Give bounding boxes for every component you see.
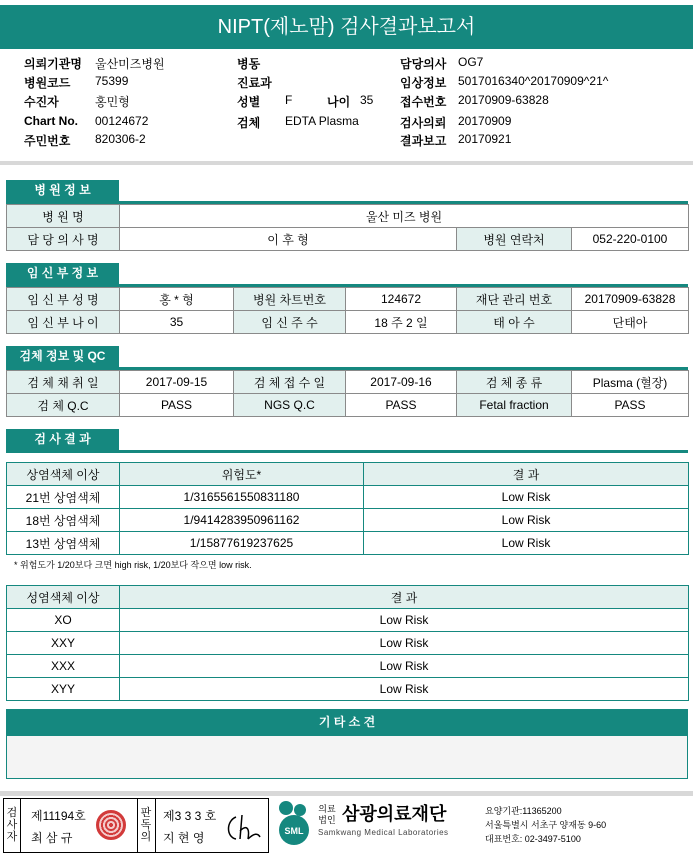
qc-value: PASS — [120, 394, 234, 417]
table-header-row — [7, 586, 689, 609]
result-cell: Low Risk — [120, 609, 689, 632]
divider — [0, 161, 693, 165]
pregnant-name-label: 임 신 부 성 명 — [7, 288, 120, 311]
qc-label: 검 체 Q.C — [7, 394, 120, 417]
hospital-name-value: 울산 미즈 병원 — [120, 205, 689, 228]
report-label: 결과보고 — [400, 134, 447, 148]
table-row — [7, 205, 689, 228]
mgmt-label: 재단 관리 번호 — [457, 288, 572, 311]
sex-chromosome-header: 성염색체 이상 — [7, 586, 120, 609]
footer-divider — [0, 791, 693, 796]
specimen-section-title: 검체 정보 및 QC — [6, 346, 119, 367]
ff-label: Fetal fraction — [457, 394, 572, 417]
doctor-name-value: 이 후 형 — [120, 228, 457, 251]
table-row — [7, 509, 689, 532]
result-cell: Low Risk — [364, 486, 689, 509]
hospital-section-title: 병 원 정 보 — [6, 180, 119, 201]
pregnant-name-value: 홍 * 형 — [120, 288, 234, 311]
logo-text: SML — [284, 826, 304, 836]
org-address: 서울특별시 서초구 양재동 9-60 — [485, 820, 607, 830]
risk-cell: 1/15877619237625 — [120, 532, 364, 555]
contact-label: 병원 연락처 — [457, 228, 572, 251]
clinical-value: 5017016340^20170909^21^ — [458, 74, 609, 88]
chromosome-cell: 18번 상염색체 — [7, 509, 120, 532]
chart-value: 00124672 — [95, 114, 149, 128]
signature-box — [3, 798, 269, 853]
chromosome-cell: XO — [7, 609, 120, 632]
age-value: 35 — [360, 93, 374, 107]
fetus-label: 태 아 수 — [457, 311, 572, 334]
ward-label: 병동 — [237, 57, 261, 71]
weeks-label: 임 신 주 수 — [234, 311, 346, 334]
pregnant-section-title: 임 신 부 정 보 — [6, 263, 119, 284]
table-row — [7, 609, 689, 632]
patient-info — [0, 49, 693, 161]
code-label: 병원코드 — [24, 76, 71, 90]
reader-name: 지 현 영 — [163, 831, 205, 845]
table-header-row — [7, 463, 689, 486]
risk-cell: 1/3165561550831180 — [120, 486, 364, 509]
chart-label: Chart No. — [24, 114, 78, 128]
hospital-name-label: 병 원 명 — [7, 205, 120, 228]
reader-license: 제3 3 3 호 — [163, 809, 217, 823]
result-cell: Low Risk — [120, 655, 689, 678]
hospital-chart-label: 병원 차트번호 — [234, 288, 346, 311]
patient-value: 홍민형 — [95, 95, 130, 109]
hospital-chart-value: 124672 — [346, 288, 457, 311]
specimen-value: EDTA Plasma — [285, 114, 359, 128]
table-row — [7, 311, 689, 334]
sex-label: 성별 — [237, 95, 261, 109]
receive-label: 검 체 접 수 일 — [234, 371, 346, 394]
table-row — [7, 678, 689, 701]
examiner-name: 최 삼 규 — [31, 831, 73, 845]
autosome-header: 상염색체 이상 — [7, 463, 120, 486]
collect-label: 검 체 채 취 일 — [7, 371, 120, 394]
doctor-value: OG7 — [458, 55, 484, 69]
sml-logo-icon — [274, 800, 314, 846]
specimen-label: 검체 — [237, 116, 261, 130]
sex-chromosome-table — [6, 585, 689, 701]
mgmt-value: 20170909-63828 — [572, 288, 689, 311]
type-value: Plasma (혈장) — [572, 371, 689, 394]
resident-label: 주민번호 — [24, 134, 71, 148]
request-value: 20170909 — [458, 114, 512, 128]
risk-note: * 위험도가 1/20보다 크면 high risk, 1/20보다 작으면 low risk. — [14, 560, 252, 570]
table-row — [7, 288, 689, 311]
org-english-name: Samkwang Medical Laboratories — [318, 828, 449, 837]
result-section-title: 검 사 결 과 — [6, 429, 119, 450]
examiner-license: 제11194호 — [31, 809, 86, 823]
signature-image — [222, 809, 262, 845]
examiner-label: 검사자 — [6, 807, 18, 843]
receive-value: 2017-09-16 — [346, 371, 457, 394]
dept-label: 진료과 — [237, 76, 272, 90]
table-row — [7, 394, 689, 417]
result-cell: Low Risk — [364, 532, 689, 555]
org-name: 삼광의료재단 — [342, 804, 447, 824]
clinical-label: 임상정보 — [400, 76, 447, 90]
pregnant-age-value: 35 — [120, 311, 234, 334]
reader-label: 판독의 — [140, 807, 152, 843]
chromosome-cell: 13번 상염색체 — [7, 532, 120, 555]
result-cell: Low Risk — [120, 678, 689, 701]
divider — [20, 799, 21, 852]
table-row — [7, 228, 689, 251]
hospital-value: 울산미즈병원 — [95, 57, 165, 71]
chromosome-cell: XXX — [7, 655, 120, 678]
chromosome-cell: 21번 상염색체 — [7, 486, 120, 509]
weeks-value: 18 주 2 일 — [346, 311, 457, 334]
org-code: 요양기관:11365200 — [485, 806, 562, 816]
report-value: 20170921 — [458, 132, 512, 146]
divider — [155, 799, 156, 852]
org-type: 의료법인 — [318, 804, 336, 825]
receipt-value: 20170909-63828 — [458, 93, 549, 107]
receipt-label: 접수번호 — [400, 95, 447, 109]
table-row — [7, 532, 689, 555]
pregnant-age-label: 임 신 부 나 이 — [7, 311, 120, 334]
result-header: 결 과 — [364, 463, 689, 486]
hospital-label: 의뢰기관명 — [24, 57, 82, 71]
resident-value: 820306-2 — [95, 132, 146, 146]
report-title: NIPT(제노맘) 검사결과보고서 — [0, 5, 693, 49]
table-row — [7, 371, 689, 394]
ngs-label: NGS Q.C — [234, 394, 346, 417]
org-contact — [485, 804, 606, 846]
table-row — [7, 632, 689, 655]
section-band — [6, 450, 688, 453]
seal-stamp — [96, 810, 126, 840]
doctor-name-label: 담 당 의 사 명 — [7, 228, 120, 251]
table-row — [7, 655, 689, 678]
specimen-table — [6, 370, 689, 417]
chromosome-cell: XXY — [7, 632, 120, 655]
result-cell: Low Risk — [364, 509, 689, 532]
autosome-table — [6, 462, 689, 555]
patient-label: 수진자 — [24, 95, 59, 109]
collect-value: 2017-09-15 — [120, 371, 234, 394]
type-label: 검 체 종 류 — [457, 371, 572, 394]
etc-section-title: 기 타 소 견 — [6, 709, 688, 735]
divider — [137, 799, 138, 852]
etc-section-body — [6, 735, 688, 779]
age-label: 나이 — [327, 95, 351, 109]
sex-value: F — [285, 93, 293, 107]
risk-cell: 1/9414283950961162 — [120, 509, 364, 532]
risk-header: 위험도* — [120, 463, 364, 486]
org-phone: 대표번호: 02-3497-5100 — [485, 834, 581, 844]
ngs-value: PASS — [346, 394, 457, 417]
table-row — [7, 486, 689, 509]
doctor-label: 담당의사 — [400, 57, 447, 71]
code-value: 75399 — [95, 74, 129, 88]
contact-value: 052-220-0100 — [572, 228, 689, 251]
result-cell: Low Risk — [120, 632, 689, 655]
chromosome-cell: XYY — [7, 678, 120, 701]
pregnant-table — [6, 287, 689, 334]
fetus-value: 단태아 — [572, 311, 689, 334]
ff-value: PASS — [572, 394, 689, 417]
request-label: 검사의뢰 — [400, 116, 447, 130]
hospital-table — [6, 204, 689, 251]
sex-result-header: 결 과 — [120, 586, 689, 609]
